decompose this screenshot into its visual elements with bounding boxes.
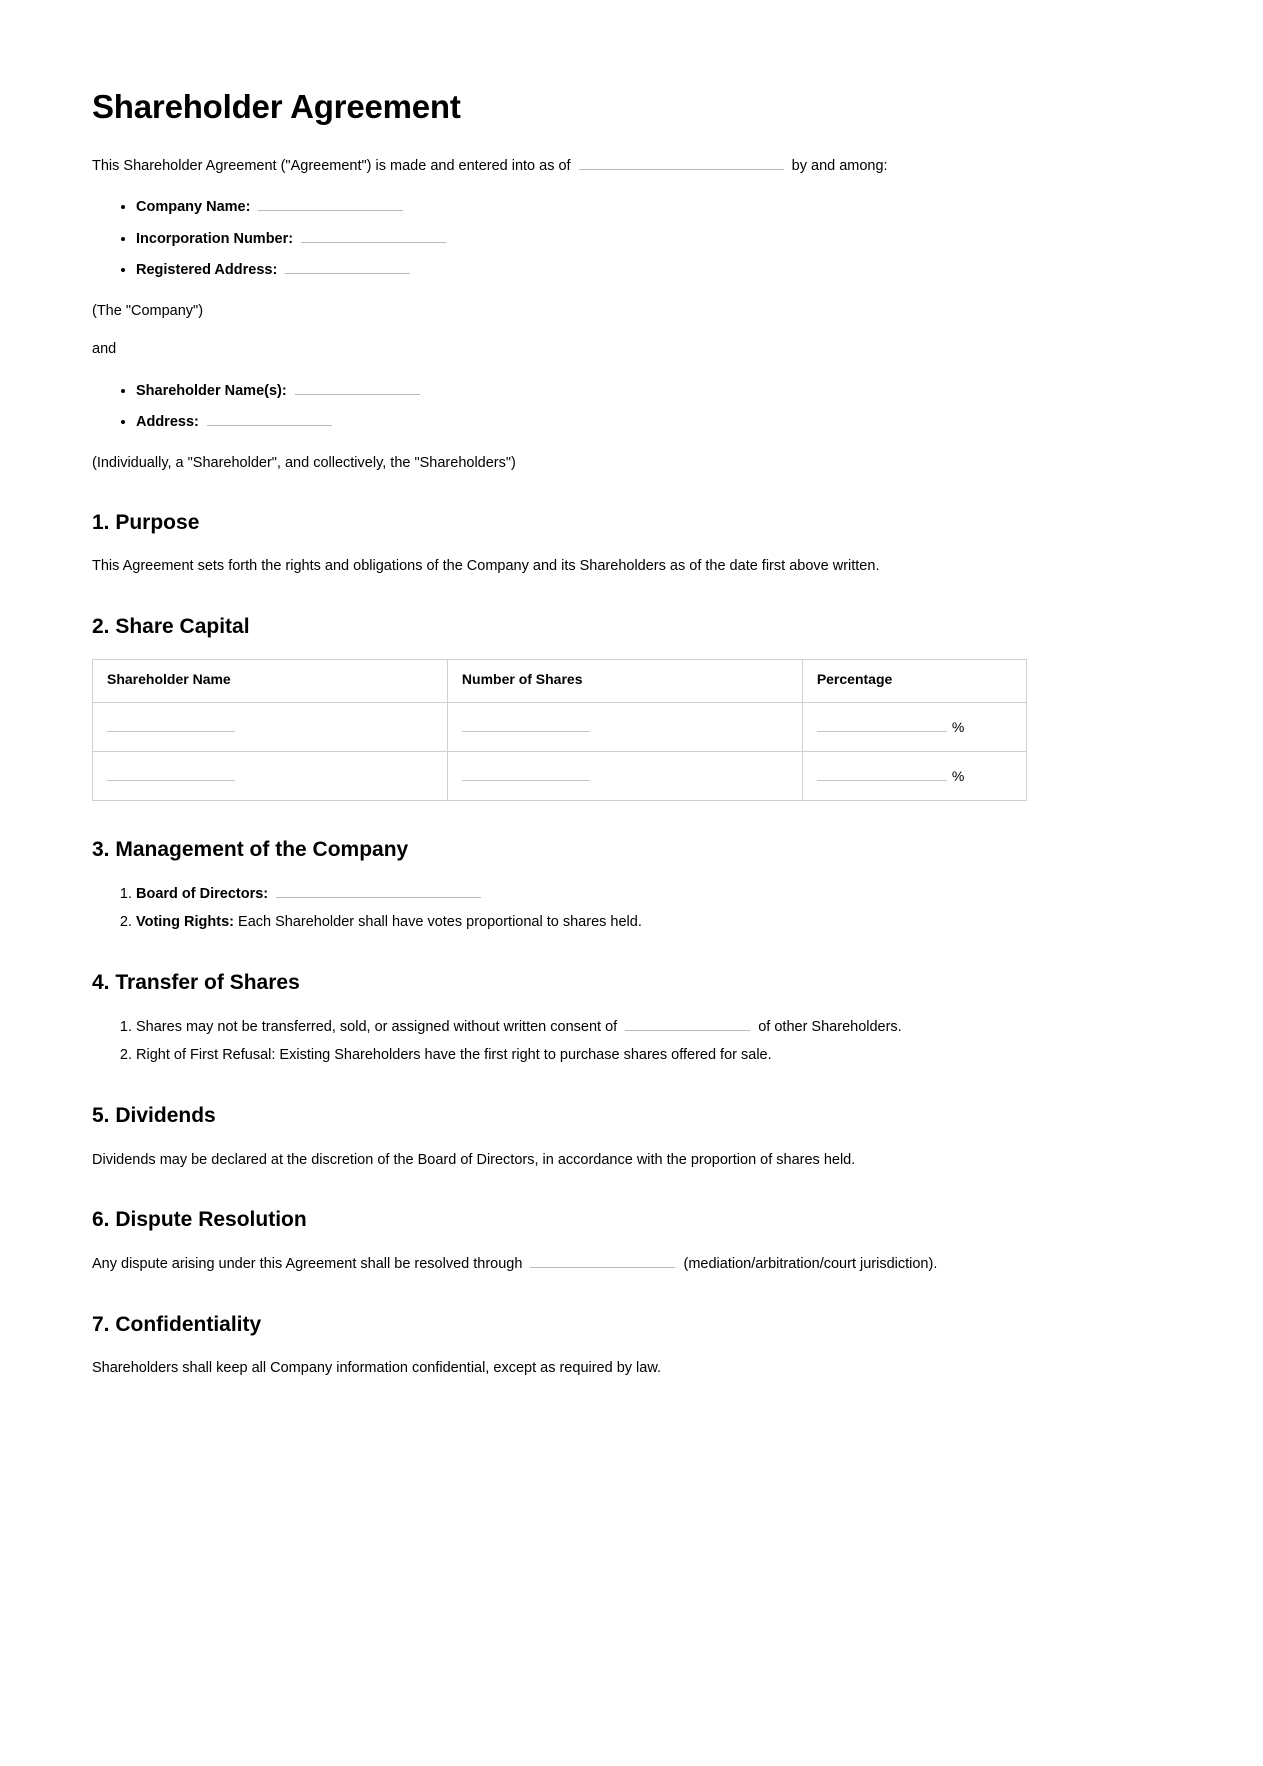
percent-symbol-row-1: % — [951, 719, 965, 735]
list-item — [136, 410, 1171, 433]
shareholder-name-input-row-1[interactable] — [107, 714, 235, 732]
section-body-dispute — [92, 1252, 1171, 1275]
conjunction-and: and — [92, 341, 117, 358]
list-item — [136, 882, 1171, 906]
right-of-first-refusal-text: Right of First Refusal: Existing Shareholders have the first right to purchase shares offered for sale. — [136, 1046, 772, 1063]
column-header-shareholder-name: Shareholder Name — [93, 660, 448, 703]
section-heading-share-capital: 2. Share Capital — [92, 614, 250, 638]
shareholder-name-input-row-2[interactable] — [107, 763, 235, 781]
company-caption: (The "Company") — [92, 302, 204, 319]
number-of-shares-input-row-2[interactable] — [462, 763, 590, 781]
percentage-input-row-1[interactable] — [817, 714, 947, 732]
registered-address-label: Registered Address: — [136, 262, 278, 279]
section-heading-transfer: 4. Transfer of Shares — [92, 971, 300, 995]
incorporation-number-field[interactable] — [301, 227, 446, 243]
table-row — [93, 703, 1027, 752]
management-list — [92, 882, 1171, 934]
list-item — [136, 195, 1171, 218]
intro-text-after: by and among: — [791, 157, 888, 174]
dispute-text-after: (mediation/arbitration/court jurisdiction). — [683, 1256, 938, 1273]
cell-percentage — [802, 703, 1026, 752]
section-body-purpose: This Agreement sets forth the rights and obligations of the Company and its Shareholders as of the date first above written. — [92, 558, 880, 575]
shareholder-address-field[interactable] — [207, 410, 332, 426]
intro-text-before: This Shareholder Agreement ("Agreement") is made and entered into as of — [92, 157, 571, 174]
list-item — [136, 258, 1171, 281]
list-item — [136, 227, 1171, 250]
registered-address-field[interactable] — [285, 258, 410, 274]
voting-rights-label: Voting Rights: — [136, 913, 234, 930]
company-name-field[interactable] — [258, 195, 403, 211]
dispute-text-before: Any dispute arising under this Agreement shall be resolved through — [92, 1256, 523, 1273]
section-heading-dispute: 6. Dispute Resolution — [92, 1207, 307, 1231]
shareholder-names-field[interactable] — [295, 379, 420, 395]
column-header-percentage: Percentage — [802, 660, 1026, 703]
section-heading-dividends: 5. Dividends — [92, 1104, 216, 1128]
number-of-shares-input-row-1[interactable] — [462, 714, 590, 732]
incorporation-number-label: Incorporation Number: — [136, 230, 294, 247]
transfer-list — [92, 1015, 1171, 1067]
shareholder-names-label: Shareholder Name(s): — [136, 382, 287, 399]
share-capital-table — [92, 659, 1027, 801]
transfer-consent-field[interactable] — [625, 1015, 750, 1031]
cell-percentage — [802, 752, 1026, 801]
company-name-label: Company Name: — [136, 199, 251, 216]
percentage-input-row-2[interactable] — [817, 763, 947, 781]
effective-date-field[interactable] — [579, 154, 784, 170]
page-title: Shareholder Agreement — [92, 88, 461, 125]
table-header-row — [93, 660, 1027, 703]
list-item — [136, 1015, 1171, 1039]
list-item — [136, 379, 1171, 402]
list-item — [136, 1044, 1171, 1067]
company-details-list — [92, 195, 1171, 281]
shareholder-details-list — [92, 379, 1171, 434]
cell-shareholder-name — [93, 703, 448, 752]
shareholder-caption: (Individually, a "Shareholder", and collectively, the "Shareholders") — [92, 454, 516, 471]
shareholder-address-label: Address: — [136, 414, 199, 431]
dispute-method-field[interactable] — [530, 1252, 675, 1268]
list-item — [136, 911, 1171, 934]
section-body-dividends: Dividends may be declared at the discretion of the Board of Directors, in accordance with the proportion of shares held. — [92, 1151, 856, 1168]
voting-rights-text: Each Shareholder shall have votes proportional to shares held. — [238, 913, 642, 930]
section-heading-purpose: 1. Purpose — [92, 511, 200, 535]
section-heading-confidentiality: 7. Confidentiality — [92, 1312, 262, 1336]
cell-shareholder-name — [93, 752, 448, 801]
column-header-number-of-shares: Number of Shares — [447, 660, 802, 703]
board-of-directors-field[interactable] — [276, 882, 481, 898]
board-of-directors-label: Board of Directors: — [136, 886, 269, 903]
intro-paragraph — [92, 154, 1171, 177]
transfer-consent-text-before: Shares may not be transferred, sold, or assigned without written consent of — [136, 1019, 618, 1036]
section-body-confidentiality: Shareholders shall keep all Company information confidential, except as required by law. — [92, 1359, 662, 1376]
table-row — [93, 752, 1027, 801]
section-heading-management: 3. Management of the Company — [92, 838, 409, 861]
percent-symbol-row-2: % — [951, 768, 965, 784]
transfer-consent-text-after: of other Shareholders. — [758, 1019, 902, 1036]
cell-number-of-shares — [447, 703, 802, 752]
cell-number-of-shares — [447, 752, 802, 801]
